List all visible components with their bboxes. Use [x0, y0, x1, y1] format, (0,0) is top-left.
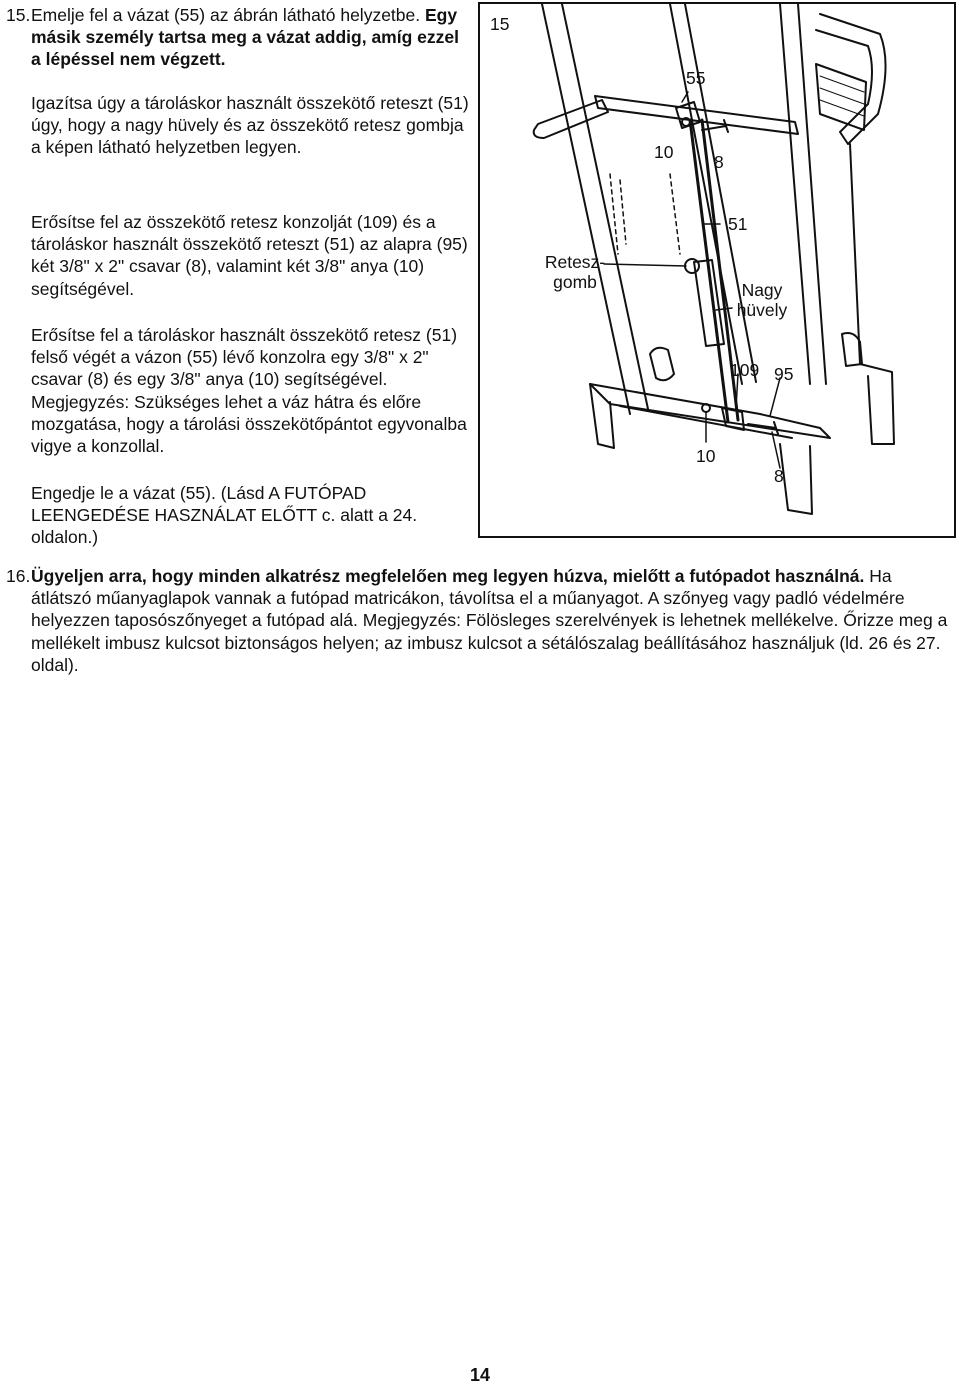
label-latch-51: 51 — [728, 214, 748, 234]
step-16-paragraph — [31, 565, 956, 676]
step-16-instruction: Ha átlátszó műanyaglapok vannak a futópad matricákon, távolítsa el a műanyagot. A szőnyeg vagy padló védelmére helyezzen taposószőnyeget a futópad alá. Megjegyzés: Fölösleges szerelvények is lehetnek mellékelve. Őrizze meg a mellékelt imbusz kulcsot biztonságos helyen; az imbusz kulcsot a sétálószalag beállításához használjuk (ld. 26 és 27. oldal). — [31, 566, 948, 675]
assembly-figure — [478, 2, 956, 538]
step-15-paragraph-3: Erősítse fel az összekötő retesz konzolját (109) és a tároláskor használt összekötő reteszt (51) az alapra (95) két 3/8" x 2" csavar (8), valamint két 3/8" anya (10) segítségével. — [31, 212, 468, 299]
figure-step-label: 15 — [490, 14, 510, 34]
leader-bolt-bottom — [772, 432, 780, 468]
label-frame-55: 55 — [686, 68, 706, 88]
step-15-warning: Egy másik személy tartsa meg a vázat addig, amíg ezzel a lépéssel nem végzett. — [31, 5, 459, 70]
center-upright — [670, 4, 742, 384]
base-right-leg — [780, 444, 812, 514]
latch-knob — [685, 259, 699, 273]
label-latch-knob: Retesz- gomb — [544, 252, 606, 292]
label-nut-10-top: 10 — [654, 142, 674, 162]
label-base-95: 95 — [774, 364, 794, 384]
step-15-number: 15. — [6, 5, 31, 25]
label-large-sleeve: Nagy hüvely — [736, 280, 788, 320]
step-15-paragraph-4: Erősítse fel a tároláskor használt összekötő retesz (51) felső végét a vázon (55) lévő konzolra egy 3/8" x 2" csavar (8) és egy 3/8" anya (10) segítségével. Megjegyzés: Szükséges lehet a váz hátra és előre mozgatása, hogy a tárolási összekötőpántot egyvonalba vigye a konzollal. — [31, 325, 467, 457]
step-15-paragraph-1 — [31, 4, 471, 71]
rear-roller — [650, 348, 674, 381]
step-15-paragraph-2: Igazítsa úgy a tároláskor használt összekötő reteszt (51) úgy, hogy a nagy hüvely és az összekötő retesz gombja a képen látható helyzetben legyen. — [31, 93, 469, 158]
step-15-paragraph-5: Engedje le a vázat (55). (Lásd A FUTÓPAD LEENGEDÉSE HASZNÁLAT ELŐTT c. alatt a 24. oldalon.) — [31, 483, 418, 548]
frame-crossbar — [595, 96, 798, 134]
right-upright — [780, 4, 810, 384]
step-16-warning: Ügyeljen arra, hogy minden alkatrész megfelelően meg legyen húzva, mielőtt a futópadot használná. — [31, 566, 865, 586]
page-number: 14 — [469, 1365, 491, 1385]
label-bracket-109: 109 — [730, 360, 760, 380]
step-16-number: 16. — [6, 566, 31, 586]
label-bolt-8-bottom: 8 — [774, 466, 784, 486]
left-upright — [542, 4, 630, 414]
step-15-instruction: Emelje fel a vázat (55) az ábrán látható helyzetbe. — [31, 5, 425, 25]
label-bolt-8-top: 8 — [714, 152, 724, 172]
left-upright-inner — [562, 4, 648, 409]
leader-knob — [604, 264, 686, 266]
label-nut-10-bottom: 10 — [696, 446, 716, 466]
right-frame — [850, 144, 894, 444]
console-panel — [816, 64, 866, 130]
top-bracket — [676, 102, 700, 128]
right-upright-inner — [798, 4, 826, 384]
base-left-leg — [590, 384, 614, 448]
